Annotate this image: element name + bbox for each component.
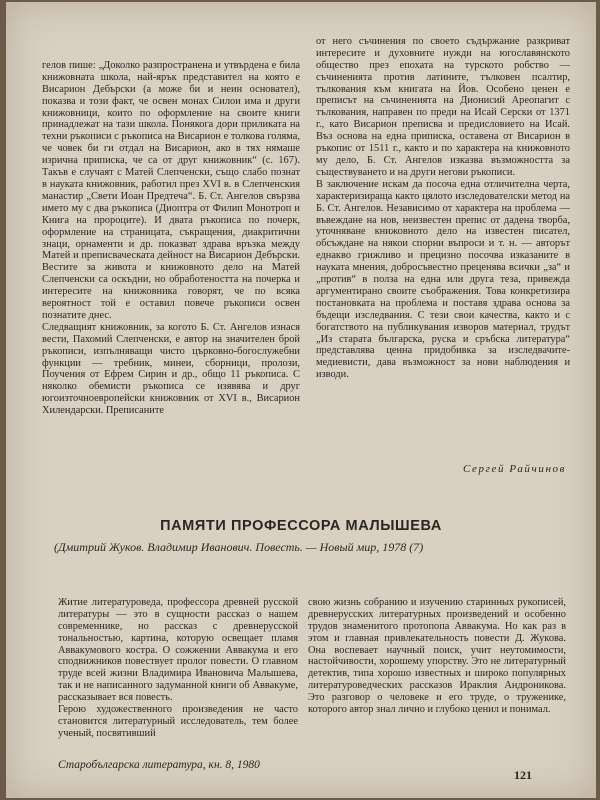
left-column-text: гелов пише: „Доколко разпространена и утвърдена е била книжовната школа, най-ярък представител на която е Висарион Дебърски (а може би и неин основател), показва и този факт, че освен монах Силои има и други книжовници, които по оформление на своите книги принадлежат на тази школа. Понякога дори приликата на техни ръкописи с ръкописа на Висарион е толкова голяма, че човек би ги отдал на Висарион, ако в тях нямаше изрична приписка, че са от друг книжовник“ (с. 167). Такъв е случаят с Матей Слепченски, също слабо познат в науката книжовник, работил през XVI в. в Слепченския манастир „Свети Иоан Предтеча“. Б. Ст. Ангелов свързва името му с два ръкописа (Диоптра от Филип Монотроп и Книга на пророците). И двата ръкописа по почерк, оформление на страницата, съкращения, диакритични знаци, орнаменти и др. показват здрава връзка между Матей и преписваческата дейност на Висарион Дебърски. Вестите за живота и книжовното дело на Матей Слепченски са оскъдни, но обработеността на почерка и интересите на книжовника говорят, че по всяка вероятност той е оставил повече ръкописи освен познатите днес. Следващият книжовник, за когото Б. Ст. Ангелов изнася вести, Пахомий Слепченски, е автор на значителен брой ръкописи, изпълняващи чисто църковно-богослужебни функции — требник, минеи, сборници, пролози, Поучения от Ефрем Сирин и др., общо 11 ръкописа. С няколко обемисти ръкописа се изявява и друг югоизточноевропейски книжовник от XVI в., Висарион Хилендарски. Преписаните [42, 59, 300, 417]
review-title: ПАМЯТИ ПРОФЕССОРА МАЛЫШЕВА [160, 518, 442, 534]
review-left-text: Житие литературоведа, профессора древней русской литературы — это в сущности рассказ о нашем современнике, но рассказ с древнерусской тональностью, картина, которую освещает пламя Аввакумового костра. О сожжении Аввакума и его сподвижников повествует пролог повести. О главном труде всей жизни Владимира Ивановича Малышева, так и не написанного задуманной книги об Аввакуме, рассказывает вся повесть. Герою художественного произведения не часто становится литературный исследователь, тем более ученый, посвятивший [58, 596, 298, 739]
review-subtitle: (Дмитрий Жуков. Владимир Иванович. Повесть. — Новый мир, 1978 (7) [54, 540, 424, 554]
review-continuation-left-column [42, 48, 300, 429]
right-column-text: от него съчинения по своето съдържание разкриват интересите и духовните нужди на югославянското общество през епохата на турското робство — съчиненията против латините, тълковен псалтир, тълкования към книгата на Йов. Особено ценен е преписът на съчиненията на Дионисий Ареопагит с тълкования, направен по преди на Исай Серски от 1371 г., като Висарион преписва и предисловието на Исай. Въз основа на една приписка, оставена от Висарион в ръкопис от 1511 г., както и по характера на книжовното му дело, Б. Ст. Ангелов изказва възможността за съществуването и на други негови ръкописи. В заключение искам да посоча една отличителна черта, характеризираща както цялото изследователски метод на Б. Ст. Ангелов. Независимо от характера на проблема — въвеждане на нов, неизвестен препис от дадена творба, уточняване книжовното дело на известен писател, обсъждане на някои спорни въпроси и т. н. — авторът еднакво грижливо и прецизно посочва изказаните в науката мнения, добросъвестно преценява всички „за“ и „против“ в полза на една или друга теза, привежда аргументирано своите съображения. Това конкретизира постановката на проблема и поставя здрава основа за бъдещи изследвания. С тези свои качества, както и с богатството на публикувания изворов материал, трудът „Из старата българска, руска и сръбска литература“ представлява ценна придобивка за изследвачите-медиевисти, дава възможност за нови наблюдения и изводи. [316, 35, 570, 381]
review-left-column [58, 585, 298, 752]
page-number: 121 [514, 768, 532, 782]
review-right-column [308, 585, 566, 728]
journal-footer: Старобългарска литература, кн. 8, 1980 [58, 759, 260, 771]
review-continuation-right-column [316, 24, 570, 393]
author-signature: Сергей Райчинов [463, 463, 566, 475]
journal-page [6, 2, 596, 798]
review-right-text: свою жизнь собранию и изучению старинных рукописей, древнерусских литературных произведений и особенно трудов знаменитого протопопа Аввакума. Но как раз в этом и главная привлекательность повести Д. Жукова. Она воспевает научный поиск, учит неутомимости, настойчивости, хорошему упорству. Это не литературный детектив, типа хорошо известных и широко популярных литературоведческих рассказов Ираклия Андроникова. Это разговор о человеке и его труде, о труженике, которого автор знал лично и глубоко ценил и понимал. [308, 596, 566, 716]
